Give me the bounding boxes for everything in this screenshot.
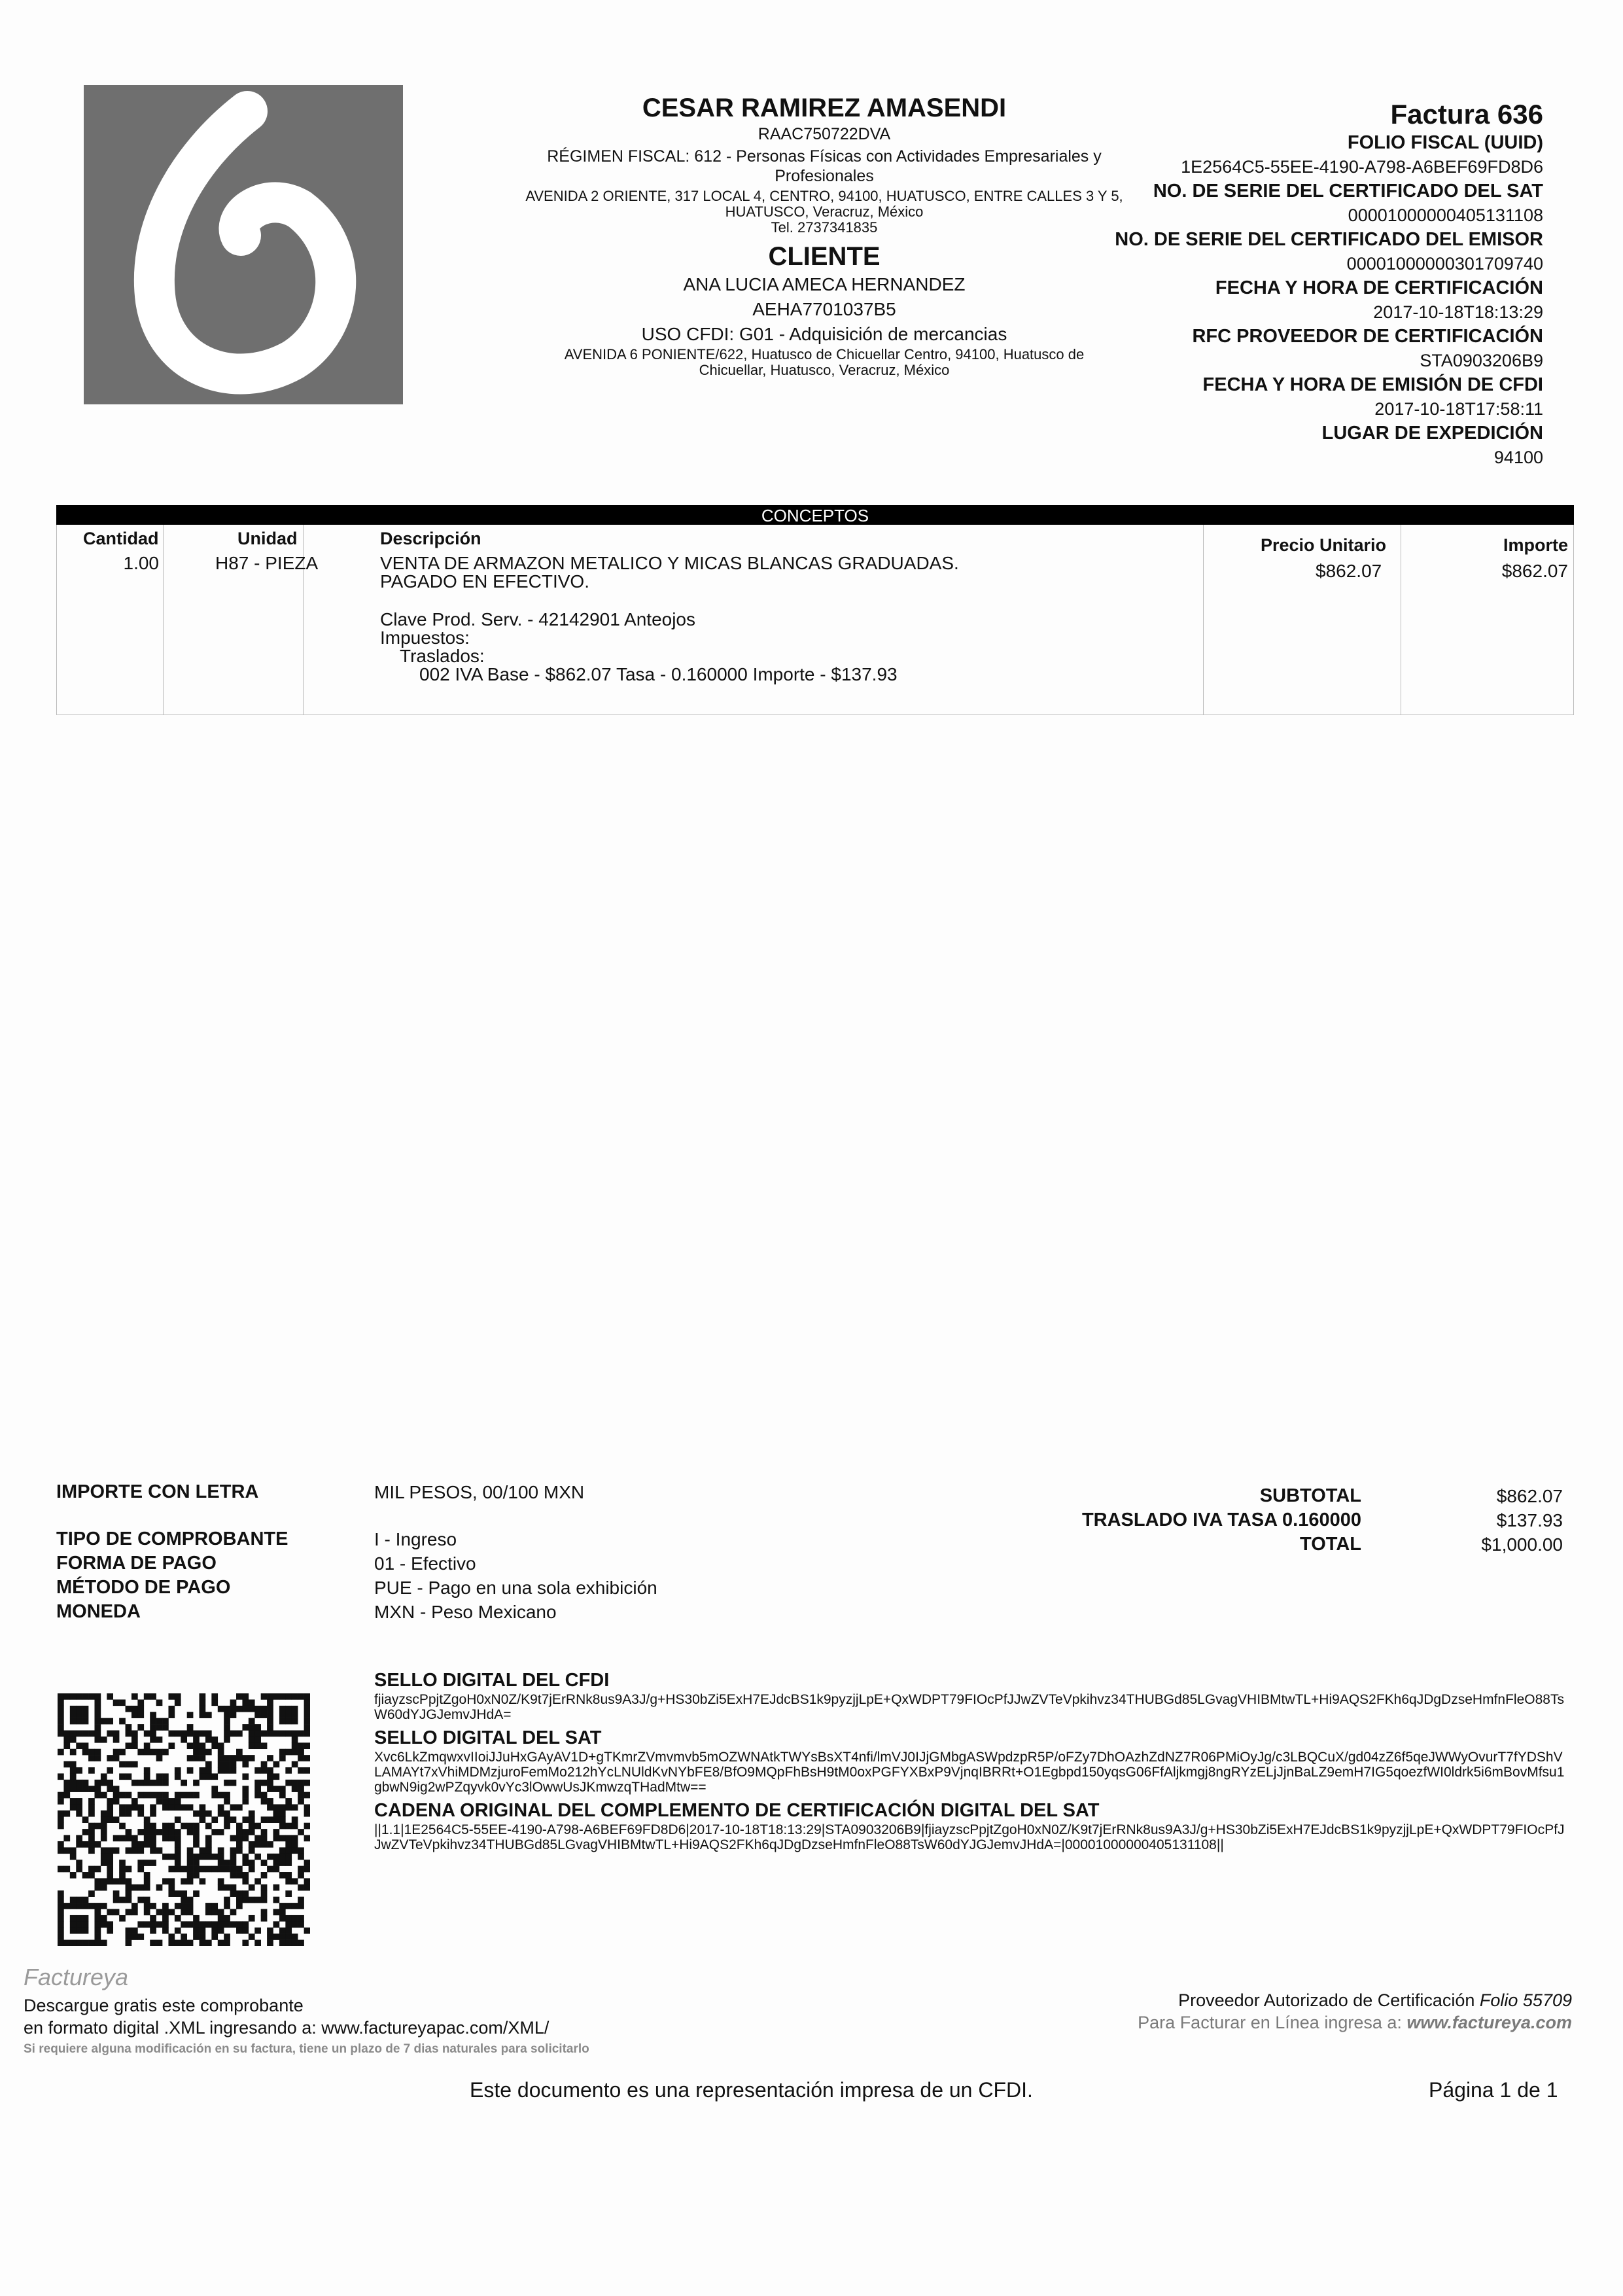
sello-cfdi-title: SELLO DIGITAL DEL CFDI: [374, 1670, 610, 1691]
client-address: AVENIDA 6 PONIENTE/622, Huatusco de Chicuellar Centro, 94100, Huatusco de Chicuellar, Huatusco, Veracruz, México: [564, 346, 1085, 378]
row-desc-line1: VENTA DE ARMAZON METALICO Y MICAS BLANCAS GRADUADAS.: [380, 553, 959, 573]
header-importe: Importe: [1503, 535, 1568, 555]
concepts-table: [56, 505, 1574, 715]
pac-rfc-value: STA0903206B9: [1420, 351, 1543, 370]
metodo-pago-label: MÉTODO DE PAGO: [56, 1577, 231, 1598]
issue-date-label: FECHA Y HORA DE EMISIÓN DE CFDI: [1202, 374, 1543, 395]
row-importe: $862.07: [1501, 561, 1568, 581]
online-url: www.factureya.com: [1406, 2013, 1572, 2032]
concepts-body: [56, 525, 1574, 715]
modification-note: Si requiere alguna modificación en su factura, tiene un plazo de 7 dias naturales para solicitarlo: [24, 2042, 589, 2056]
client-heading: CLIENTE: [768, 242, 881, 271]
issuer-rfc: RAAC750722DVA: [758, 125, 891, 143]
moneda-label: MONEDA: [56, 1601, 141, 1622]
sat-cert-value: 00001000000405131108: [1348, 205, 1543, 225]
metodo-pago-value: PUE - Pago en una sola exhibición: [374, 1578, 657, 1598]
uuid-label: FOLIO FISCAL (UUID): [1347, 132, 1543, 153]
concepts-title: CONCEPTOS: [56, 505, 1574, 525]
row-iva: 002 IVA Base - $862.07 Tasa - 0.160000 Importe - $137.93: [419, 664, 898, 684]
total-label: TOTAL: [1300, 1534, 1361, 1555]
issue-date-value: 2017-10-18T17:58:11: [1374, 399, 1543, 419]
row-traslados: Traslados:: [400, 646, 485, 666]
row-clave: Clave Prod. Serv. - 42142901 Anteojos: [380, 609, 696, 629]
totals-labels: [838, 1484, 1361, 1557]
issuer-address: AVENIDA 2 ORIENTE, 317 LOCAL 4, CENTRO, 94100, HUATUSCO, ENTRE CALLES 3 Y 5, HUATUSCO, Veracruz, México: [525, 188, 1123, 220]
client-name: ANA LUCIA AMECA HERNANDEZ: [683, 274, 966, 294]
totals-values: [1367, 1484, 1563, 1557]
header-precio: Precio Unitario: [1261, 535, 1387, 555]
column-divider: [163, 525, 164, 715]
logo-mark: [84, 85, 403, 404]
row-unidad: H87 - PIEZA: [215, 553, 319, 573]
pac-label: Proveedor Autorizado de Certificación: [1178, 1990, 1475, 2010]
row-cantidad: 1.00: [123, 553, 159, 573]
sat-cert-label: NO. DE SERIE DEL CERTIFICADO DEL SAT: [1153, 181, 1543, 202]
download-line1: Descargue gratis este comprobante: [24, 1996, 304, 2015]
pac-line: [983, 1989, 1572, 2011]
issuer-cert-value: 00001000000301709740: [1346, 254, 1543, 274]
sello-cfdi-value: fjiayzscPpjtZgoH0xN0Z/K9t7jErRNk8us9A3J/g+HS30bZi5ExH7EJdcBS1k9pyzjjLpE+QxWDPT79FIOcPfJJwZVTeVpkihvz34THUBGd85LGvagVHIBMtwTL+Hi9AQS2FKh6qJDgDzseHmfnFleO88TsW60dYJGJemvJHdA=: [374, 1692, 1564, 1722]
qr-code-graphic: [58, 1693, 310, 1946]
forma-pago-label: FORMA DE PAGO: [56, 1553, 217, 1574]
cert-date-label: FECHA Y HORA DE CERTIFICACIÓN: [1215, 277, 1543, 298]
page-number: Página 1 de 1: [1429, 2078, 1558, 2102]
cert-date-value: 2017-10-18T18:13:29: [1373, 302, 1543, 322]
issuer-cert-label: NO. DE SERIE DEL CERTIFICADO DEL EMISOR: [1115, 229, 1543, 250]
online-label: Para Facturar en Línea ingresa a:: [1138, 2013, 1402, 2032]
client-rfc: AEHA7701037B5: [752, 299, 896, 319]
iva-value: $137.93: [1496, 1510, 1563, 1530]
issuer-logo: [84, 85, 403, 404]
uuid-value: 1E2564C5-55EE-4190-A798-A6BEF69FD8D6: [1181, 157, 1543, 177]
footer-left: [24, 1963, 874, 2060]
row-desc-line2: PAGADO EN EFECTIVO.: [380, 571, 589, 592]
row-impuestos: Impuestos:: [380, 627, 470, 648]
qr-code: [58, 1693, 310, 1946]
invoice-info: [1072, 98, 1543, 470]
subtotal-label: SUBTOTAL: [1259, 1485, 1361, 1506]
forma-pago-value: 01 - Efectivo: [374, 1553, 476, 1574]
pac-folio: Folio 55709: [1479, 1990, 1572, 2010]
column-divider: [1203, 525, 1204, 715]
tipo-comprobante-value: I - Ingreso: [374, 1529, 457, 1549]
representation-note: Este documento es una representación impresa de un CFDI.: [470, 2078, 1033, 2102]
moneda-value: MXN - Peso Mexicano: [374, 1602, 557, 1622]
subtotal-value: $862.07: [1496, 1486, 1563, 1506]
pac-rfc-label: RFC PROVEEDOR DE CERTIFICACIÓN: [1192, 326, 1543, 347]
place-label: LUGAR DE EXPEDICIÓN: [1321, 423, 1543, 444]
importe-letra-value: MIL PESOS, 00/100 MXN: [374, 1482, 585, 1502]
client-uso-cfdi: USO CFDI: G01 - Adquisición de mercancias: [641, 324, 1007, 344]
sello-sat-title: SELLO DIGITAL DEL SAT: [374, 1727, 602, 1748]
sello-sat-value: Xvc6LkZmqwxvIIoiJJuHxGAyAV1D+gTKmrZVmvmvb5mOZWNAtkTWYsBsXT4nfi/lmVJ0IJjGMbgASWpdzpR5P/oFZy7DhOAzhZdNZ7R06PMiOyJg/c3LBQCuX/gd04zZ6f5qeJWWyOvurT7fYDShVLAMAYt7xVhiMDMzjuroFemMo212hYcLNUldKvNYbFE8/BfO9MQpFhBsH9tM0oxPGFYXBxP9VjnqIBRRt+O1Egbpd150yqsG06FfAljkmgj8ngRYzELjJjnBaLZ9emH7IG5qoezfWI0ldrk5i6mBovMfsu1gbwN9ig2wPZqyvk0vYc3lOwwUsJKmwzqTHadMtw==: [374, 1750, 1565, 1795]
factureya-logo: Factureya: [24, 1964, 129, 1990]
footer-right: [983, 1989, 1572, 2034]
header-descripcion: Descripción: [380, 529, 481, 548]
total-value: $1,000.00: [1481, 1534, 1563, 1555]
importe-letra-label: IMPORTE CON LETRA: [56, 1481, 259, 1502]
iva-label: TRASLADO IVA TASA 0.160000: [1081, 1510, 1361, 1530]
place-value: 94100: [1493, 448, 1543, 467]
online-line: [983, 2011, 1572, 2034]
download-line2: en formato digital .XML ingresando a: www.factureyapac.com/XML/: [24, 2018, 550, 2038]
summary-labels: [56, 1527, 288, 1624]
cadena-original-title: CADENA ORIGINAL DEL COMPLEMENTO DE CERTIFICACIÓN DIGITAL DEL SAT: [374, 1800, 1100, 1821]
summary-values: [374, 1527, 657, 1624]
issuer-regimen: RÉGIMEN FISCAL: 612 - Personas Físicas con Actividades Empresariales y Profesionales: [547, 147, 1102, 185]
digital-seals: [374, 1669, 1565, 1856]
header-cantidad: Cantidad: [83, 529, 159, 548]
invoice-title: Factura 636: [1390, 99, 1543, 130]
issuer-name: CESAR RAMIREZ AMASENDI: [642, 94, 1007, 122]
cadena-original-value: ||1.1|1E2564C5-55EE-4190-A798-A6BEF69FD8D6|2017-10-18T18:13:29|STA0903206B9|fjiayzscPpjtZgoH0xN0Z/K9t7jErRNk8us9A3J/g+HS30bZi5ExH7EJdcBS1k9pyzjjLpE+QxWDPT79FIOcPfJJwZVTeVpkihvz34THUBGd85LGvagVHIBMtwTL+Hi9AQS2FKh6qJDgDzseHmfnFleO88TsW60dYJGJemvJHdA=|00001000000405131108||: [374, 1822, 1565, 1852]
header-unidad: Unidad: [237, 529, 298, 548]
row-precio: $862.07: [1316, 561, 1382, 581]
issuer-phone: Tel. 2737341835: [771, 219, 878, 236]
tipo-comprobante-label: TIPO DE COMPROBANTE: [56, 1528, 288, 1549]
